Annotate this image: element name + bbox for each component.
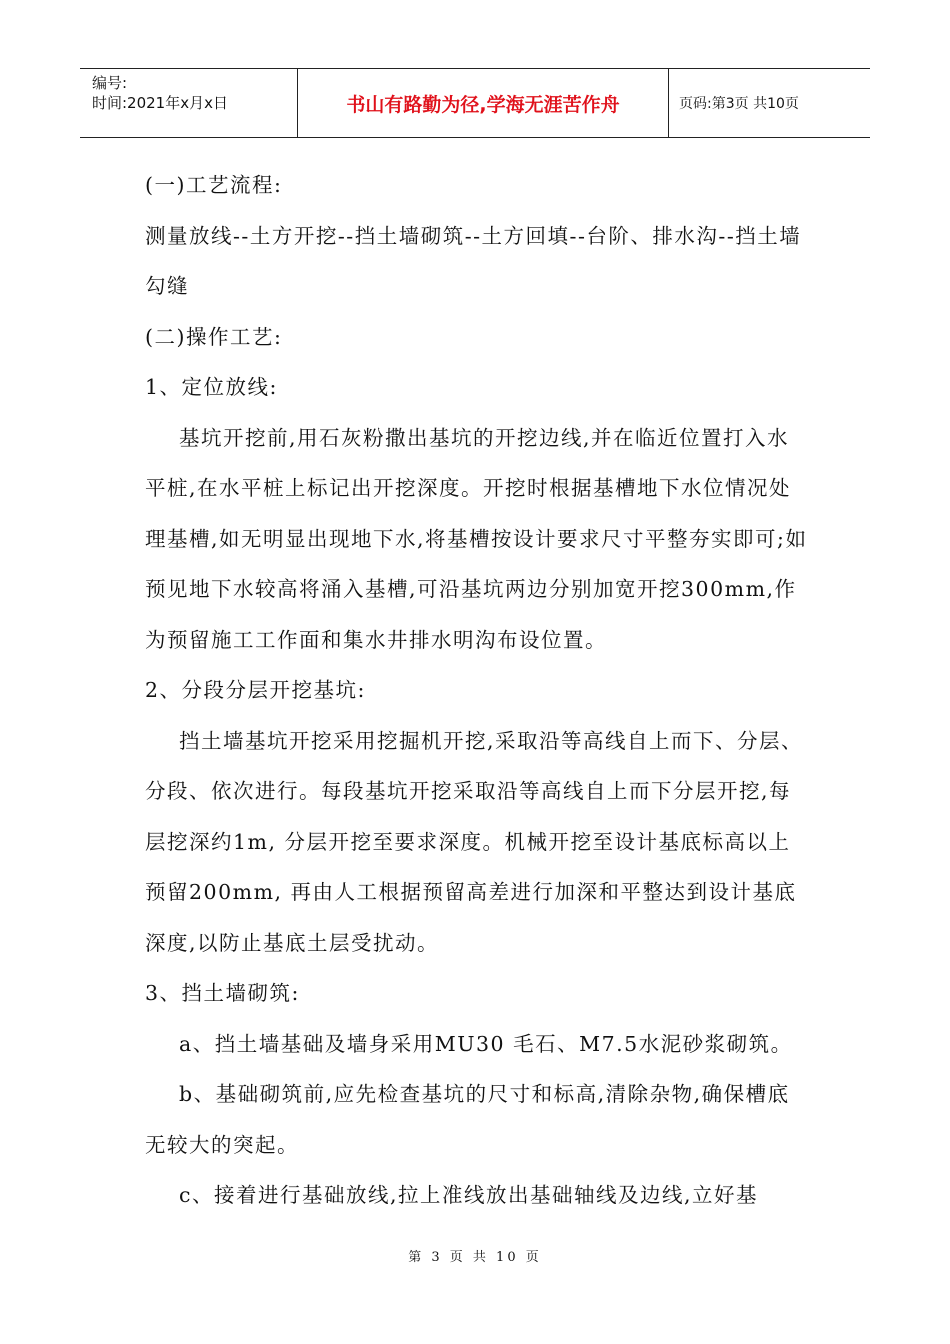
list-item: c、接着进行基础放线,拉上准线放出基础轴线及边线,立好基 — [179, 1183, 759, 1207]
header-meta — [80, 69, 298, 137]
subsection-heading: 2、分段分层开挖基坑: — [145, 678, 366, 702]
document-body — [145, 160, 810, 1221]
page-footer: 第 3 页 共 10 页 — [408, 1250, 542, 1265]
header-page-info: 页码:第3页 共10页 — [679, 96, 799, 112]
time-label: 时间:2021年x月x日 — [92, 94, 228, 112]
page-header — [80, 68, 870, 138]
subsection-heading: 1、定位放线: — [145, 375, 278, 399]
header-motto: 书山有路勤为径,学海无涯苦作舟 — [298, 69, 669, 137]
paragraph: 挡土墙基坑开挖采用挖掘机开挖,采取沿等高线自上而下、分层、分段、依次进行。每段基坑开挖采取沿等高线自上而下分层开挖,每层挖深约1m, 分层开挖至要求深度。机械开挖至设计基底标高以上预留200mm, 再由人工根据预留高差进行加深和平整达到设计基底深度,以防止基底土层受扰动。 — [145, 728, 804, 955]
paragraph: 基坑开挖前,用石灰粉撒出基坑的开挖边线,并在临近位置打入水平桩,在水平桩上标记出开挖深度。开挖时根据基槽地下水位情况处理基槽,如无明显出现地下水,将基槽按设计要求尺寸平整夯实即可;如预见地下水较高将涌入基槽,可沿基坑两边分别加宽开挖300mm,作为预留施工工作面和集水井排水明沟布设位置。 — [145, 425, 808, 652]
section-heading: (二)操作工艺: — [145, 324, 283, 349]
paragraph: 测量放线--土方开挖--挡土墙砌筑--土方回填--台阶、排水沟--挡土墙勾缝 — [145, 223, 802, 298]
subsection-heading: 3、挡土墙砌筑: — [145, 981, 300, 1005]
section-heading: (一)工艺流程: — [145, 173, 283, 197]
list-item: b、基础砌筑前,应先检查基坑的尺寸和标高,清除杂物,确保槽底无较大的突起。 — [145, 1082, 790, 1157]
number-label: 编号: — [92, 74, 128, 92]
list-item: a、挡土墙基础及墙身采用MU30 毛石、M7.5水泥砂浆砌筑。 — [179, 1031, 793, 1056]
